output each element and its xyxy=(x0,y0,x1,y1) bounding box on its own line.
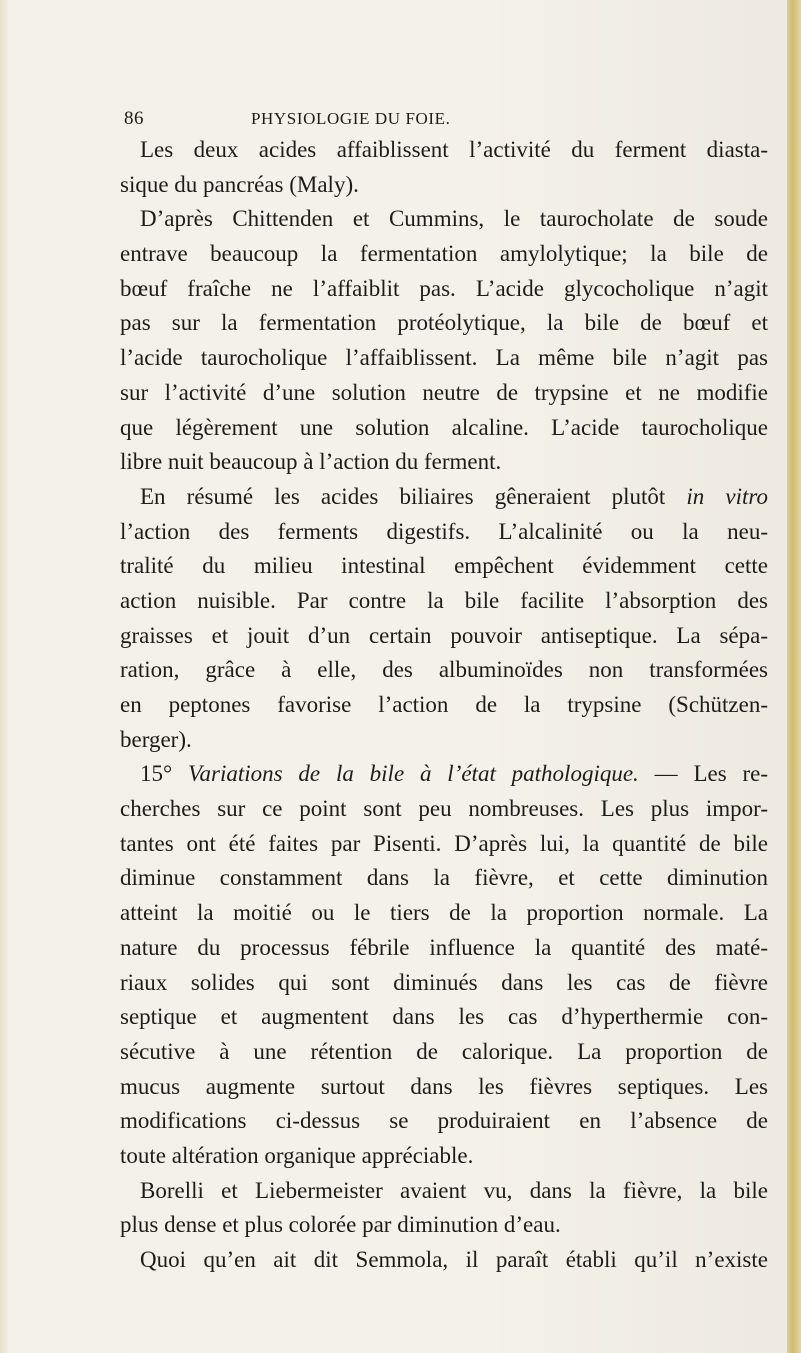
line-text: l’acide taurocholique l’affaiblissent. La même bile n’agit pas xyxy=(120,345,768,371)
line-text: graisses et jouit d’un certain pouvoir antiseptique. La sépa- xyxy=(120,622,768,648)
line-text: action nuisible. Par contre la bile facilite l’absorption des xyxy=(120,587,768,613)
line-text: 15° xyxy=(140,761,189,787)
text-line xyxy=(120,411,768,446)
line-text-after: — Les re- xyxy=(638,761,768,787)
text-line xyxy=(120,168,768,203)
text-line xyxy=(120,688,768,723)
text-line xyxy=(120,653,768,688)
running-title: PHYSIOLOGIE DU FOIE. xyxy=(251,109,451,128)
line-text: sécutive à une rétention de calorique. La proportion de xyxy=(120,1038,768,1064)
text-line xyxy=(120,757,768,792)
text-line xyxy=(120,792,768,827)
text-line xyxy=(120,584,768,619)
text-line xyxy=(120,619,768,654)
text-line xyxy=(120,1000,768,1035)
line-text: atteint la moitié ou le tiers de la proportion normale. La xyxy=(120,900,768,926)
line-text: que légèrement une solution alcaline. L’acide taurocholique xyxy=(120,414,768,440)
line-text: plus dense et plus colorée par diminution d’eau. xyxy=(120,1212,561,1238)
line-text: modifications ci-dessus se produiraient en l’absence de xyxy=(120,1108,768,1134)
line-text: cherches sur ce point sont peu nombreuses. Les plus impor- xyxy=(120,796,768,822)
text-line xyxy=(120,272,768,307)
text-line xyxy=(120,202,768,237)
text-line xyxy=(120,931,768,966)
line-text: D’après Chittenden et Cummins, le taurocholate de soude xyxy=(140,206,768,232)
text-line xyxy=(120,1208,768,1243)
line-text: riaux solides qui sont diminués dans les cas de fièvre xyxy=(120,969,768,995)
line-text: Quoi qu’en ait dit Semmola, il paraît établi qu’il n’existe xyxy=(140,1247,768,1272)
text-line xyxy=(120,1243,768,1278)
text-line xyxy=(120,896,768,931)
text-line xyxy=(120,1104,768,1139)
text-line xyxy=(120,341,768,376)
line-text: septique et augmentent dans les cas d’hyperthermie con- xyxy=(120,1004,768,1030)
line-text: En résumé les acides biliaires gêneraient plutôt xyxy=(140,483,687,509)
line-italic-text: in vitro xyxy=(686,483,768,509)
line-text: nature du processus fébrile influence la quantité des maté- xyxy=(120,934,768,960)
line-text: bœuf fraîche ne l’affaiblit pas. L’acide glycocholique n’agit xyxy=(120,275,768,301)
line-text: mucus augmente surtout dans les fièvres septiques. Les xyxy=(120,1073,768,1099)
line-text: toute altération organique appréciable. xyxy=(120,1142,474,1168)
text-line xyxy=(120,723,768,758)
line-text: Les deux acides affaiblissent l’activité du ferment diasta- xyxy=(140,137,768,162)
text-line xyxy=(120,1174,768,1209)
text-line xyxy=(120,376,768,411)
text-line xyxy=(120,1139,768,1174)
text-line xyxy=(120,861,768,896)
line-text: tantes ont été faites par Pisenti. D’après lui, la quantité de bile xyxy=(120,830,768,856)
body-text xyxy=(120,133,768,1278)
line-italic-text: Variations de la bile à l’état pathologique. xyxy=(188,761,639,787)
text-line xyxy=(120,1035,768,1070)
text-line xyxy=(120,133,768,168)
line-text: tralité du milieu intestinal empêchent évidemment cette xyxy=(120,553,768,579)
line-text: pas sur la fermentation protéolytique, la bile de bœuf et xyxy=(120,310,768,336)
text-line xyxy=(120,306,768,341)
line-text: l’action des ferments digestifs. L’alcalinité ou la neu- xyxy=(120,518,768,544)
line-text: libre nuit beaucoup à l’action du ferment. xyxy=(120,449,502,475)
page-number: 86 xyxy=(124,108,144,129)
line-text: en peptones favorise l’action de la trypsine (Schützen- xyxy=(120,692,768,717)
line-text: Borelli et Liebermeister avaient vu, dans la fièvre, la bile xyxy=(140,1177,768,1203)
line-text: diminue constamment dans la fièvre, et cette diminution xyxy=(120,865,768,891)
text-line xyxy=(120,445,768,480)
text-line xyxy=(120,549,768,584)
text-line xyxy=(120,237,768,272)
text-line xyxy=(120,515,768,550)
text-line xyxy=(120,966,768,1001)
page-left-edge xyxy=(0,0,8,1353)
text-line xyxy=(120,827,768,862)
line-text: ration, grâce à elle, des albuminoïdes non transformées xyxy=(120,657,768,683)
text-line xyxy=(120,1070,768,1105)
page-right-edge xyxy=(787,0,801,1353)
line-text: entrave beaucoup la fermentation amylolytique; la bile de xyxy=(120,241,768,267)
line-text: sique du pancréas (Maly). xyxy=(120,171,359,197)
text-line xyxy=(120,480,768,515)
line-text: sur l’activité d’une solution neutre de trypsine et ne modifie xyxy=(120,379,768,405)
line-text: berger). xyxy=(120,726,192,752)
